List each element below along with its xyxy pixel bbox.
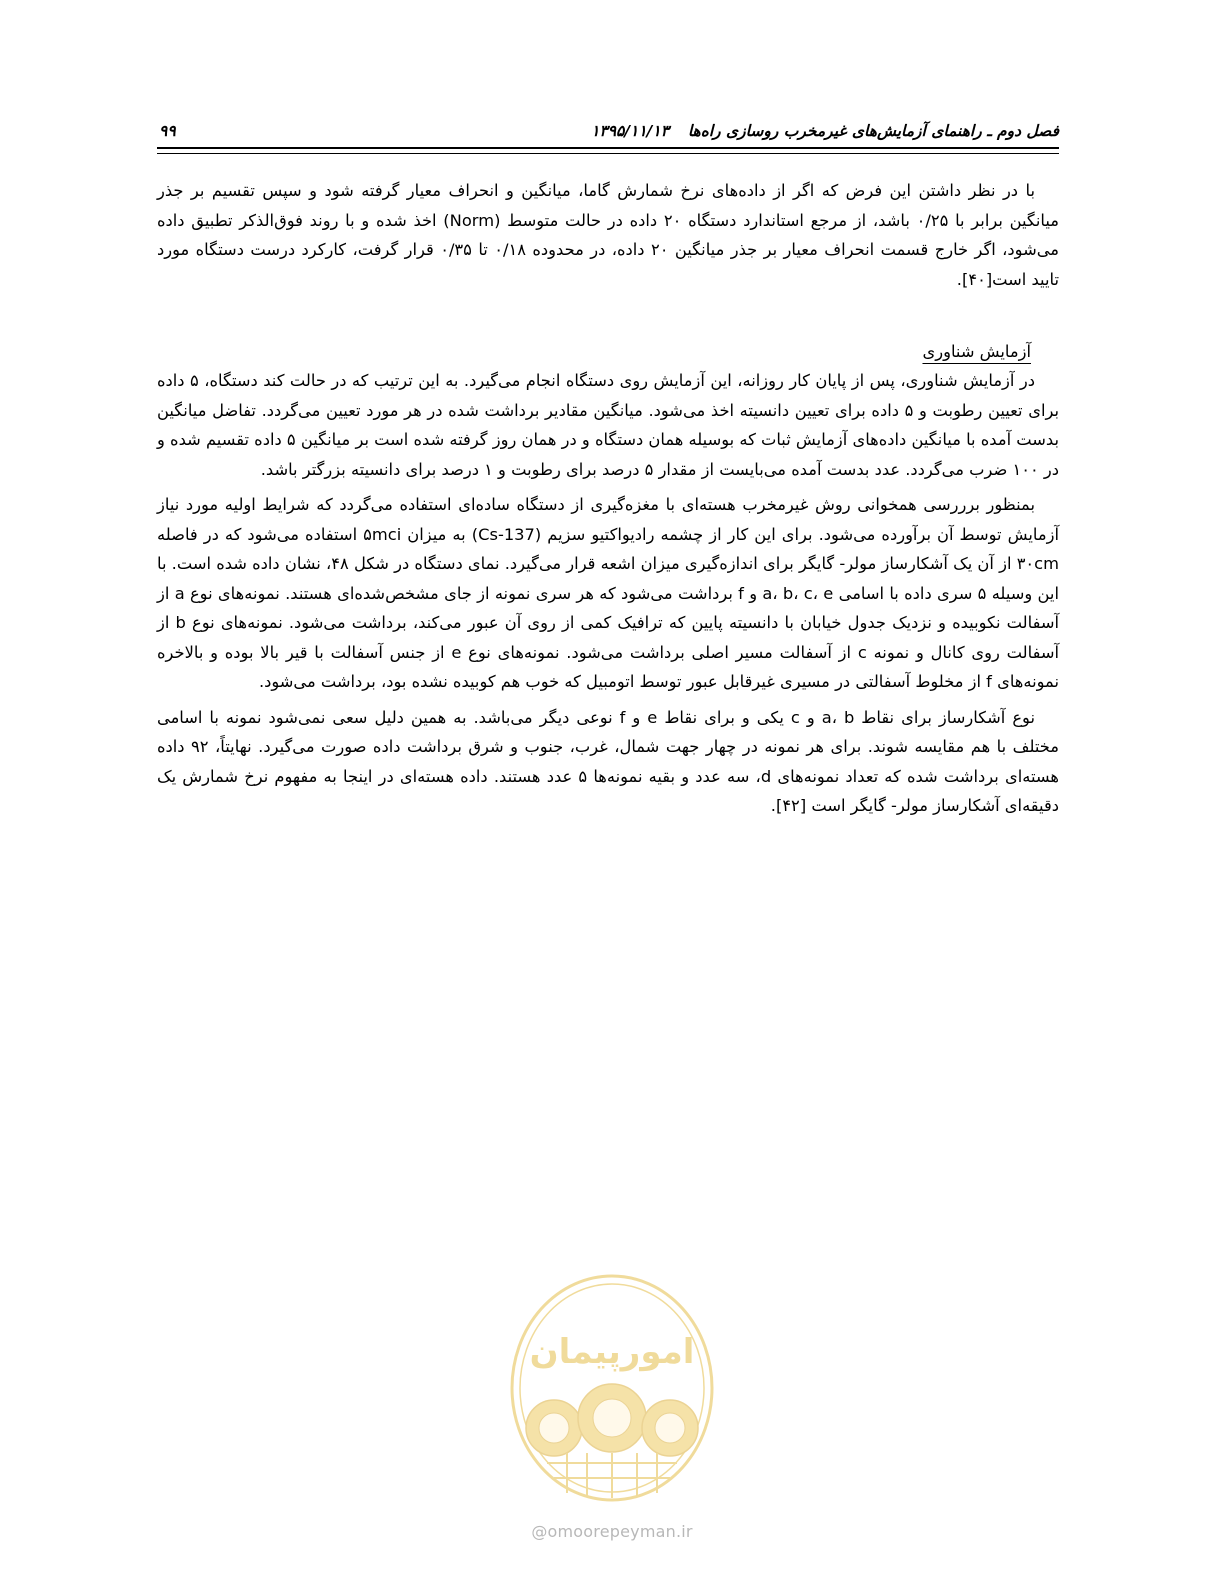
header-rule-thick	[157, 147, 1059, 149]
section-heading	[157, 338, 1031, 366]
body-text	[157, 176, 1059, 821]
watermark-site-text: @omoorepeyman.ir	[531, 1522, 693, 1541]
paragraph-2: در آزمایش شناوری، پس از پایان کار روزانه، این آزمایش روی دستگاه انجام می‌گیرد. به این ترتیب که در حالت کند دستگاه، ۵ داده برای تعیین رطوبت و ۵ داده برای تعیین دانسیته اخذ می‌شود. میانگین مقادیر برداشت شده در هر مورد تعیین می‌گردد. تفاضل میانگین بدست آمده با میانگین داده‌های آزمایش ثبات که بوسیله همان دستگاه و در همان روز گرفته شده است بر میانگین ۵ داده تقسیم شده و در ۱۰۰ ضرب می‌گردد. عدد بدست آمده می‌بایست از مقدار ۵ درصد برای رطوبت و ۱ درصد برای دانسیته بزرگتر باشد.	[157, 371, 1060, 479]
paragraph-4: نوع آشکارساز برای نقاط a، b و c یکی و برای نقاط e و f نوعی دیگر می‌باشد. به همین دلیل سعی نمی‌شود نمونه با اسامی مختلف با هم مقایسه شوند. برای هر نمونه در چهار جهت شمال، غرب، جنوب و شرق برداشت داده صورت می‌گیرد. نهایتاً، ۹۲ داده هسته‌ای برداشت شده که تعداد نمونه‌های d، سه عدد و بقیه نمونه‌ها ۵ عدد هستند. داده هسته‌ای در اینجا به مفهوم نرخ شمارش یک دقیقه‌ای آشکارساز مولر- گایگر است [۴۲].	[157, 707, 1059, 815]
page-header	[157, 118, 1059, 148]
section-heading-text: آزمایش شناوری	[922, 342, 1031, 361]
header-date: ۱۳۹۵/۱۱/۱۳	[591, 122, 669, 140]
paragraph-1: با در نظر داشتن این فرض که اگر از داده‌های نرخ شمارش گاما، میانگین و انحراف معیار گرفته شود و سپس تقسیم بر جذر میانگین برابر با ۰/۲۵ باشد، از مرجع استاندارد دستگاه ۲۰ داده در حالت متوسط (Norm) اخذ شده و با روند فوق‌الذکر تطبیق داده می‌شود، اگر خارج قسمت انحراف معیار بر جذر میانگین ۲۰ داده، در محدوده ۰/۱۸ تا ۰/۳۵ قرار گرفت، کارکرد درست دستگاه مورد تایید است[۴۰].	[157, 181, 1060, 289]
header-rule-thin	[157, 153, 1059, 154]
paragraph-3: بمنظور برررسی همخوانی روش غیرمخرب هسته‌ای با مغزه‌گیری از دستگاه ساده‌ای استفاده می‌گردد که شرایط اولیه مورد نیاز آزمایش توسط آن برآورده می‌شود. برای این کار از چشمه رادیواکتیو سزیم (Cs-137) به میزان ۵mci استفاده می‌شود که در فاصله ۳۰cm از آن یک آشکارساز مولر- گایگر برای اندازه‌گیری میزان اشعه قرار می‌گیرد. نمای دستگاه در شکل ۴۸، نشان داده شده است. با این وسیله ۵ سری داده با اسامی a، b، c، e و f برداشت می‌شود که هر سری نمونه از جای مشخص‌شده‌ای هستند. نمونه‌های نوع a از آسفالت نکوبیده و نزدیک جدول خیابان با دانسیته پایین که ترافیک کمی از روی آن عبور می‌کند، برداشت می‌شود. نمونه‌های نوع b از آسفالت روی کانال و نمونه c از آسفالت مسیر اصلی برداشت می‌شود. نمونه‌های نوع e از جنس آسفالت با قیر بالا بوده و بالاخره نمونه‌های f از مخلوط آسفالتی در مسیری غیرقابل عبور توسط اتومبیل که خوب هم کوبیده نشده بود، برداشت می‌شود.	[157, 495, 1059, 691]
watermark-logo-text: امورپیمان	[529, 1332, 695, 1372]
watermark-logo	[492, 1268, 732, 1518]
running-title: فصل دوم ـ راهنمای آزمایش‌های غیرمخرب روسازی راه‌ها	[687, 122, 1059, 140]
page-number: ۹۹	[159, 122, 176, 140]
